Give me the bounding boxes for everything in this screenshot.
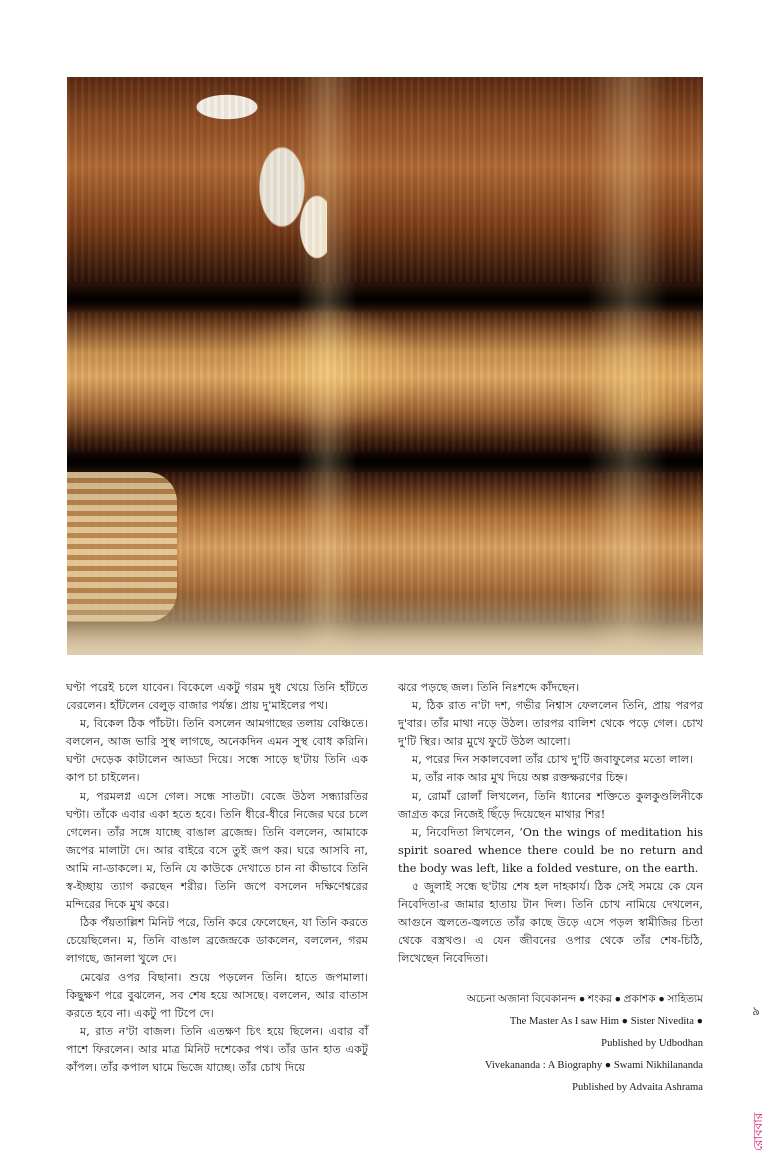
paragraph: মেঝের ওপর বিছানা। শুয়ে পড়লেন তিনি। হাতে জপমালা। কিছুক্ষণ পরে বুঝলেন, সব শেষ হয়ে আসছে। বললেন, আর বাতাস করতে হবে না। একটু পা টিপে দে।: [66, 970, 368, 1020]
section-tab-label: রোববার: [751, 1112, 765, 1151]
paragraph: ঠিক পঁয়তাল্লিশ মিনিট পরে, তিনি করে ফেলেছেন, যা তিনি করতে চেয়েছিলেন। ম, তিনি বাঙাল ব্রজেন্দ্রকে ডাকলেন, বললেন, গরম লাগছে, জানলা খুলে দে।: [66, 916, 368, 966]
credit-line: The Master As I saw Him ● Sister Nivedita ●: [509, 1016, 703, 1027]
light-reflection: [297, 77, 357, 655]
light-reflection: [587, 77, 667, 655]
paragraph: ম, নিবেদিতা লিখলেন, ‘On the wings of meditation his spirit soared whence there could be no return and the body was left, like a folded vesture, on the earth.: [398, 825, 703, 875]
section-tab: [746, 1026, 766, 1151]
credit-line: Published by Advaita Ashrama: [572, 1082, 703, 1093]
books-photo: [67, 77, 703, 655]
paragraph: ঘণ্টা পরেই চলে যাবেন। বিকেলে একটু গরম দুধ খেয়ে তিনি হাঁটতে বেরলেন। হাঁটলেন বেলুড় বাজার পর্যন্ত। প্রায় দু'মাইলের পথ।: [66, 681, 368, 713]
source-credits: [467, 989, 703, 1099]
credit-line: Vivekananda : A Biography ● Swami Nikhilananda: [484, 1060, 703, 1071]
paragraph: ম, রাত ন'টা বাজল। তিনি এতক্ষণ চিৎ হয়ে ছিলেন। এবার বাঁ পাশে ফিরলেন। আর মাত্র মিনিট দশেকের পথ। তাঁর ডান হাত একটু কাঁপল। তাঁর কপাল ঘামে ভিজে যাচ্ছে। তাঁর চোখ দিয়ে: [66, 1024, 368, 1074]
shelf-surface: [67, 595, 703, 655]
paragraph: ম, রোমাঁ রোলাঁ লিখলেন, তিনি ধ্যানের শক্তিতে কুলকুণ্ডলিনীকে জাগ্রত করে নিজেই ছিঁড়ে দিয়েছেন মাথার শির!: [398, 789, 703, 821]
paragraph: ঝরে পড়ছে জল। তিনি নিঃশব্দে কাঁদছেন।: [398, 681, 580, 694]
credit-line: Published by Udbodhan: [601, 1038, 703, 1049]
article-column-left: [66, 679, 368, 1077]
page-number: ৯: [752, 1004, 760, 1018]
paragraph: ম, পরমলগ্ন এসে গেল। সন্ধে সাতটা। বেজে উঠল সন্ধ্যারতির ঘণ্টা। তাঁকে এবার একা হতে হবে। তিনি ধীরে-ধীরে নিজের ঘরে চলে গেলেন। তাঁর সঙ্গে যাচ্ছে বাঙাল ব্রজেন্দ্র। তিনি বললেন, আমাকে জপের মালাটা দে। আর বাইরে বসে তুই জপ কর। ঘরে আসবি না, আমি না-ডাকলে। ম, তিনি যে কাউকে দেখাতে চান না কীভাবে তিনি স্ব-ইচ্ছায় ত্যাগ করছেন শরীর। তিনি জপে বসলেন দক্ষিণেশ্বরের মন্দিরের দিকে মুখ করে।: [66, 789, 368, 912]
paragraph: ৫ জুলাই সন্ধে ছ'টায় শেষ হল দাহকার্য। ঠিক সেই সময়ে কে যেন নিবেদিতা-র জামার হাতায় টান দিল। তিনি চোখ নামিয়ে দেখলেন, আগুনে জ্বলতে-জ্বলতে তাঁর কাছে উড়ে এসে পড়ল স্বামীজির চিতা থেকে বস্ত্রখণ্ড। এ যেন জীবনের ওপার থেকে তাঁর শেষ-চিঠি, লিখেছেন নিবেদিতা।: [398, 880, 703, 966]
paragraph: ম, তাঁর নাক আর মুখ দিয়ে অল্প রক্তক্ষরণের চিহ্ন।: [412, 771, 628, 785]
paragraph: ম, বিকেল ঠিক পাঁচটা। তিনি বসলেন আমগাছের তলায় বেঞ্চিতে। বললেন, আজ ভারি সুস্থ লাগছে, অনেকদিন এমন সুস্থ বোধ করিনি। ঘণ্টা দেড়েক কাটালেন আড্ডা দিয়ে। সন্ধে সাড়ে ছ'টায় তিনি এক কাপ চা চাইলেন।: [66, 717, 368, 785]
paragraph: ম, পরের দিন সকালবেলা তাঁর চোখ দু'টি জবাফুলের মতো লাল।: [412, 753, 694, 767]
credit-line: অচেনা অজানা বিবেকানন্দ ● শংকর ● প্রকাশক ● সাহিত্যম: [466, 994, 703, 1005]
article-column-right: [398, 679, 703, 969]
paragraph: ম, ঠিক রাত ন'টা দশ, গভীর নিশ্বাস ফেললেন তিনি, প্রায় পরপর দু'বার। তাঁর মাথা নড়ে উঠল। তারপর বালিশ থেকে পড়ে গেল। চোখ দু'টি স্থির। আর মুখে ফুটে উঠল আলো।: [398, 699, 703, 749]
